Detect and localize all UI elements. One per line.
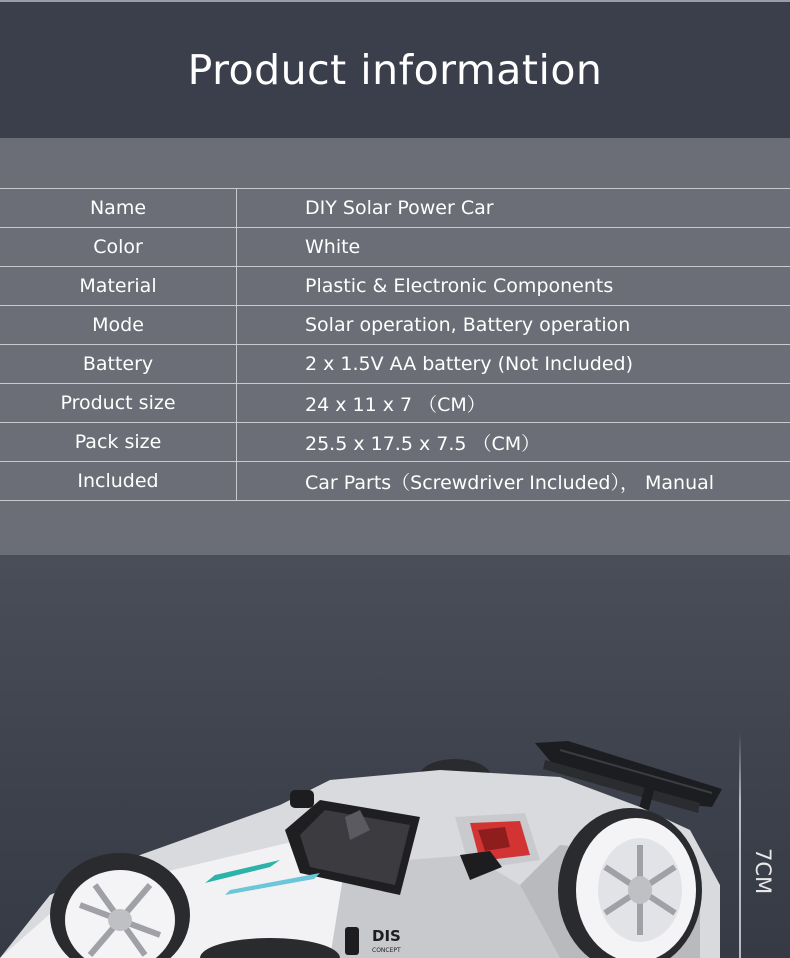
spec-row-material (0, 267, 790, 306)
product-photo (0, 555, 790, 958)
spec-value: Car Parts（Screwdriver Included）， Manual (237, 462, 790, 501)
spec-row-color (0, 228, 790, 267)
spec-row-included (0, 462, 790, 501)
spec-label: Color (0, 228, 237, 267)
spec-label: Product size (0, 384, 237, 423)
spec-value: 25.5 x 17.5 x 7.5 （CM） (237, 423, 790, 462)
svg-text:DIS: DIS (372, 927, 401, 945)
spec-label: Pack size (0, 423, 237, 462)
solar-car-illustration (0, 555, 790, 958)
spec-panel (0, 138, 790, 555)
spec-row-pack-size (0, 423, 790, 462)
header-banner (0, 0, 790, 138)
spec-label: Battery (0, 345, 237, 384)
car-badge (345, 927, 401, 955)
spec-value: White (237, 228, 790, 267)
spec-label: Included (0, 462, 237, 501)
spec-row-name (0, 189, 790, 228)
spec-value: DIY Solar Power Car (237, 189, 790, 228)
spec-value: 24 x 11 x 7 （CM） (237, 384, 790, 423)
spec-label: Material (0, 267, 237, 306)
spec-label: Name (0, 189, 237, 228)
spec-table (0, 188, 790, 501)
spec-label: Mode (0, 306, 237, 345)
spec-value: Solar operation, Battery operation (237, 306, 790, 345)
spec-row-product-size (0, 384, 790, 423)
spec-value: 2 x 1.5V AA battery (Not Included) (237, 345, 790, 384)
spec-value: Plastic & Electronic Components (237, 267, 790, 306)
height-dimension-label: 7CM (751, 847, 775, 895)
spec-row-mode (0, 306, 790, 345)
page-title: Product information (187, 46, 603, 94)
spec-row-battery (0, 345, 790, 384)
svg-text:CONCEPT: CONCEPT (372, 947, 401, 954)
